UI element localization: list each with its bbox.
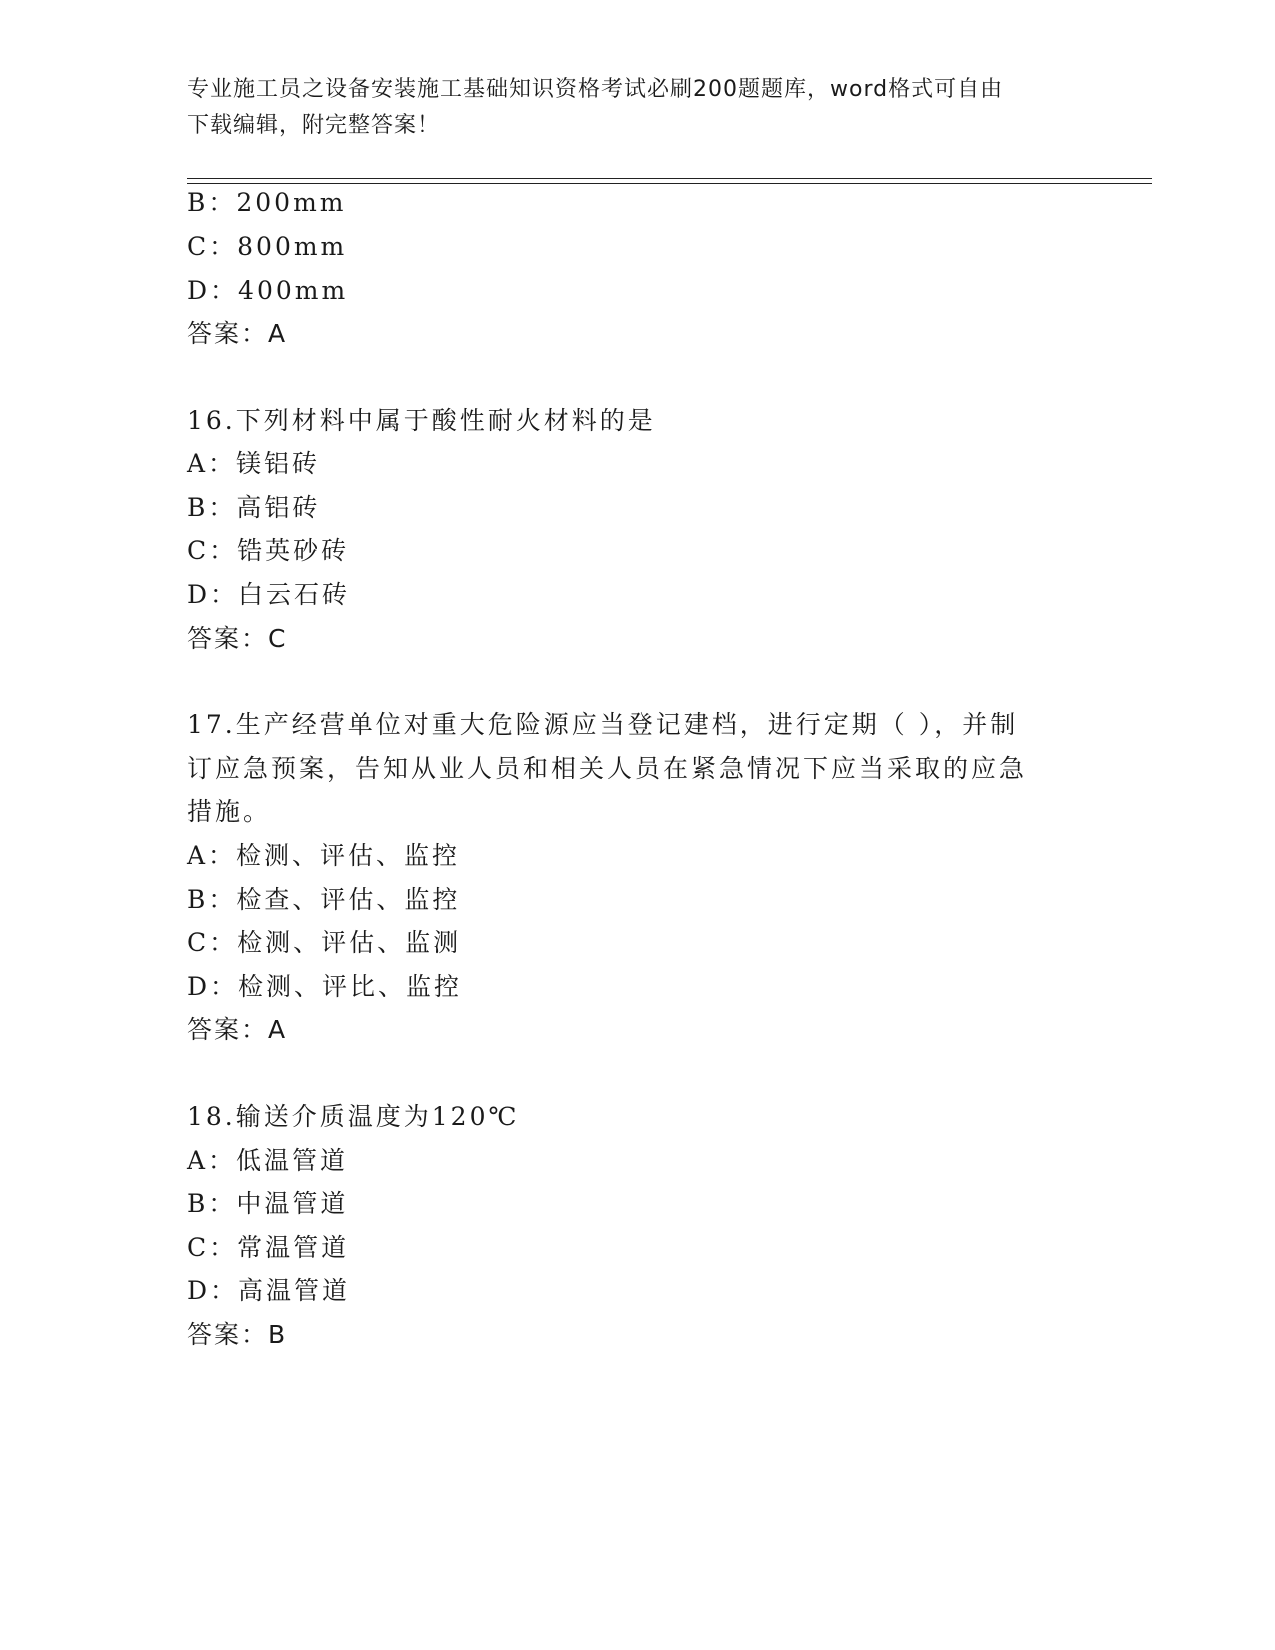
question-16-option-c: C：锆英砂砖 [187, 536, 350, 565]
carryover-option-b: B：200mm [187, 188, 347, 217]
question-16-option-d: D：白云石砖 [187, 580, 351, 609]
question-18-stem: 18.输送介质温度为120℃ [187, 1102, 520, 1131]
header-divider-top [187, 178, 1152, 179]
question-16-answer: 答案：C [187, 624, 288, 653]
carryover-answer: 答案：A [187, 319, 288, 348]
question-18-option-c: C：常温管道 [187, 1233, 350, 1262]
question-17-option-b: B：检查、评估、监控 [187, 885, 461, 914]
header-line-2: 下载编辑，附完整答案！ [187, 113, 441, 138]
question-16-option-b: B：高铝砖 [187, 493, 321, 522]
carryover-option-d: D：400mm [187, 276, 349, 305]
question-18-answer: 答案：B [187, 1320, 288, 1349]
question-18-option-b: B：中温管道 [187, 1189, 349, 1218]
question-17-stem-line-1: 17.生产经营单位对重大危险源应当登记建档，进行定期（ ），并制 [187, 710, 1019, 739]
document-header [187, 72, 1067, 144]
question-17-stem-line-3: 措施。 [187, 797, 272, 826]
question-17-option-a: A：检测、评估、监控 [187, 841, 461, 870]
question-16-option-a: A：镁铝砖 [187, 449, 321, 478]
question-17-answer: 答案：A [187, 1015, 288, 1044]
question-17-option-c: C：检测、评估、监测 [187, 928, 462, 957]
question-17-option-d: D：检测、评比、监控 [187, 972, 463, 1001]
question-18-option-d: D：高温管道 [187, 1276, 351, 1305]
header-line-1: 专业施工员之设备安装施工基础知识资格考试必刷200题题库，word格式可自由 [187, 77, 1004, 102]
question-18-option-a: A：低温管道 [187, 1146, 349, 1175]
question-16-stem: 16.下列材料中属于酸性耐火材料的是 [187, 406, 656, 435]
carryover-option-c: C：800mm [187, 232, 348, 261]
header-divider-bottom [187, 183, 1152, 184]
question-17-stem-line-2: 订应急预案，告知从业人员和相关人员在紧急情况下应当采取的应急 [187, 754, 1028, 783]
